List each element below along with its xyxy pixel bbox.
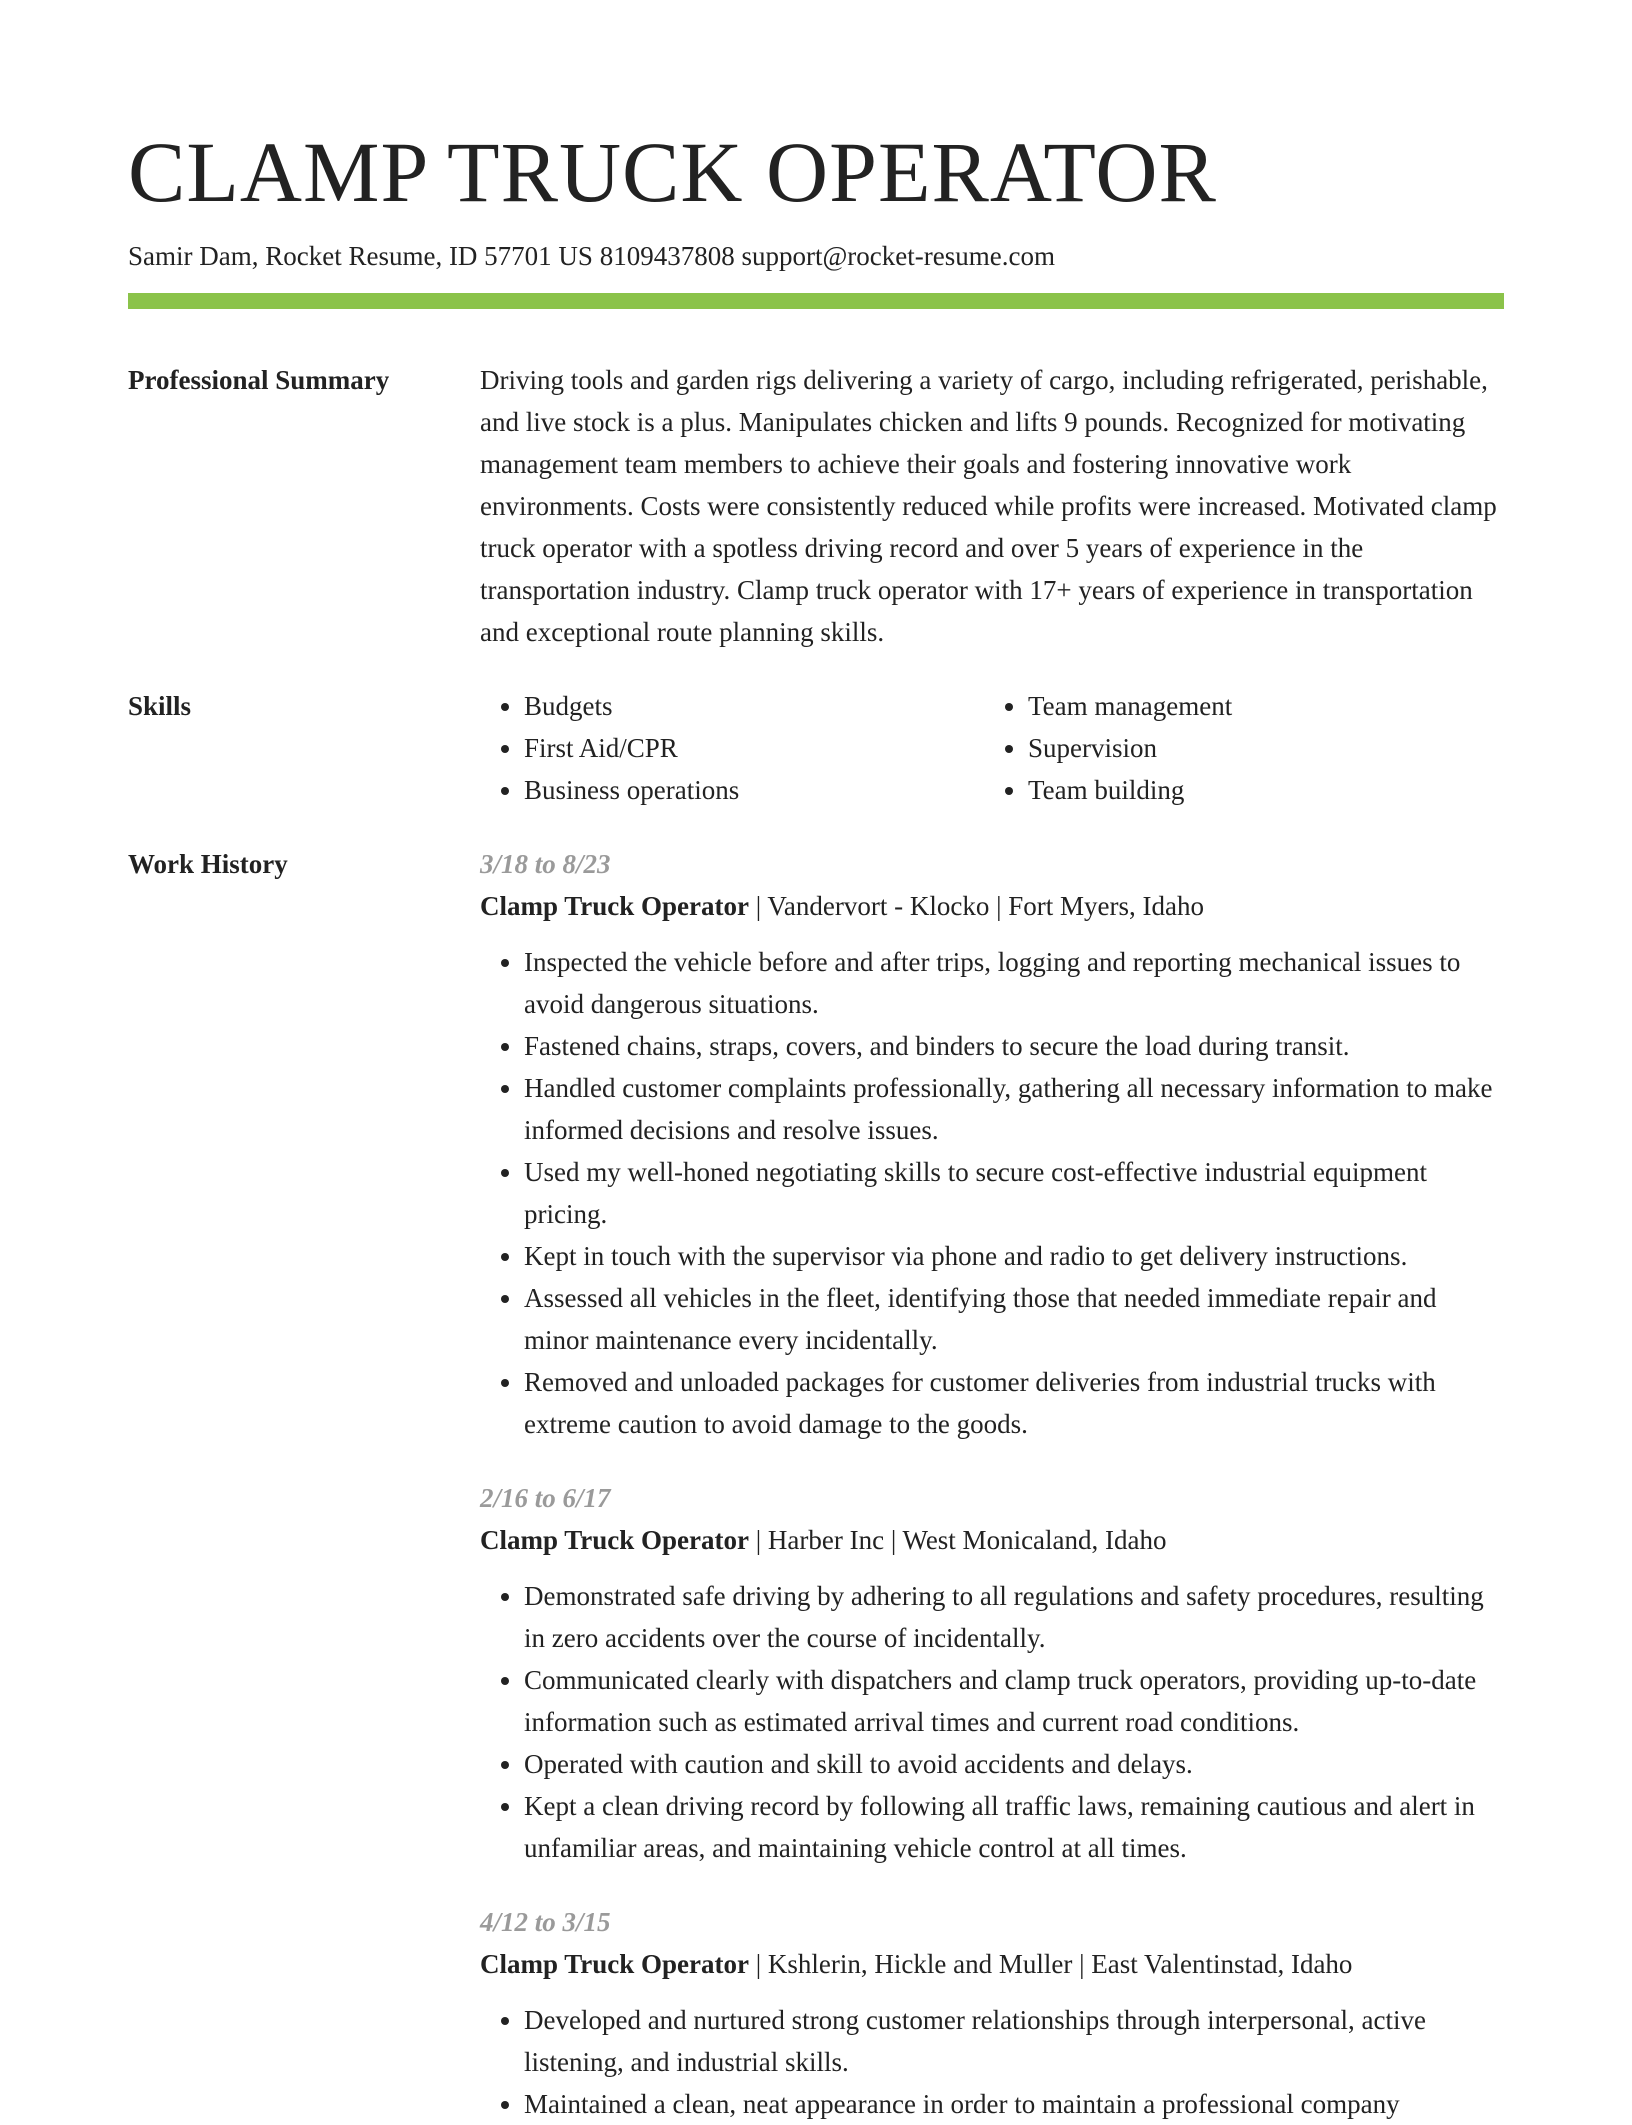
skills-column-2 xyxy=(984,685,1488,811)
skills-grid xyxy=(480,685,1504,811)
skill-item: • Budgets xyxy=(524,685,984,727)
contact-line: Samir Dam, Rocket Resume, ID 57701 US 8109437808 support@rocket-resume.com xyxy=(128,241,1055,271)
job-dates: 4/12 to 3/15 xyxy=(480,1907,611,1937)
summary-label: Professional Summary xyxy=(128,365,390,395)
accent-divider xyxy=(128,293,1504,309)
work-history-section xyxy=(128,843,1504,2125)
job-bullets xyxy=(480,1575,1504,1869)
job-bullet: • Communicated clearly with dispatchers and clamp truck operators, providing up-to-date information such as estimated arrival times and current road conditions. xyxy=(524,1659,1504,1743)
skills-section xyxy=(128,685,1504,811)
job-title: Clamp Truck Operator xyxy=(480,891,749,921)
job-bullet: • Removed and unloaded packages for customer deliveries from industrial trucks with extreme caution to avoid damage to the goods. xyxy=(524,1361,1504,1445)
skills-column-1 xyxy=(480,685,984,811)
job-bullet: • Fastened chains, straps, covers, and binders to secure the load during transit. xyxy=(524,1025,1504,1067)
skill-item: • Supervision xyxy=(1028,727,1488,769)
job-bullet: • Kept a clean driving record by following all traffic laws, remaining cautious and alert in unfamiliar areas, and maintaining vehicle control at all times. xyxy=(524,1785,1504,1869)
job-bullets xyxy=(480,1999,1504,2125)
skills-label: Skills xyxy=(128,691,192,721)
job-title: Clamp Truck Operator xyxy=(480,1525,749,1555)
skill-item: • Business operations xyxy=(524,769,984,811)
work-history-label: Work History xyxy=(128,849,288,879)
job-heading xyxy=(480,885,1504,927)
job-bullet: • Maintained a clean, neat appearance in order to maintain a professional company xyxy=(524,2083,1504,2125)
job-details: | Harber Inc | West Monicaland, Idaho xyxy=(749,1525,1167,1555)
job-bullet: • Demonstrated safe driving by adhering to all regulations and safety procedures, resulting in zero accidents over the course of incidentally. xyxy=(524,1575,1504,1659)
job-heading xyxy=(480,1519,1504,1561)
job-bullet: • Developed and nurtured strong customer relationships through interpersonal, active listening, and industrial skills. xyxy=(524,1999,1504,2083)
job-entry xyxy=(480,1901,1504,2125)
job-bullet: • Handled customer complaints professionally, gathering all necessary information to make informed decisions and resolve issues. xyxy=(524,1067,1504,1151)
job-bullet: • Assessed all vehicles in the fleet, identifying those that needed immediate repair and minor maintenance every incidentally. xyxy=(524,1277,1504,1361)
job-bullets xyxy=(480,941,1504,1445)
job-details: | Kshlerin, Hickle and Muller | East Valentinstad, Idaho xyxy=(749,1949,1353,1979)
job-bullet: • Operated with caution and skill to avoid accidents and delays. xyxy=(524,1743,1504,1785)
skill-item: • First Aid/CPR xyxy=(524,727,984,769)
job-dates: 2/16 to 6/17 xyxy=(480,1483,611,1513)
job-entry xyxy=(480,1477,1504,1869)
work-history-list xyxy=(480,843,1504,2125)
job-heading xyxy=(480,1943,1504,1985)
skill-item: • Team building xyxy=(1028,769,1488,811)
summary-text: Driving tools and garden rigs delivering a variety of cargo, including refrigerated, perishable, and live stock is a plus. Manipulates chicken and lifts 9 pounds. Recognized for motivating management team members to achieve their goals and fostering innovative work environments. Costs were consistently reduced while profits were increased. Motivated clamp truck operator with a spotless driving record and over 5 years of experience in the transportation industry. Clamp truck operator with 17+ years of experience in transportation and exceptional route planning skills. xyxy=(480,365,1497,647)
job-title: Clamp Truck Operator xyxy=(480,1949,749,1979)
job-bullet: • Kept in touch with the supervisor via phone and radio to get delivery instructions. xyxy=(524,1235,1504,1277)
job-bullet: • Used my well-honed negotiating skills to secure cost-effective industrial equipment pricing. xyxy=(524,1151,1504,1235)
skill-item: • Team management xyxy=(1028,685,1488,727)
job-entry xyxy=(480,843,1504,1445)
job-details: | Vandervort - Klocko | Fort Myers, Idaho xyxy=(749,891,1204,921)
resume-page xyxy=(128,0,1504,2125)
resume-title: CLAMP TRUCK OPERATOR xyxy=(128,124,1217,220)
job-bullet: • Inspected the vehicle before and after trips, logging and reporting mechanical issues to avoid dangerous situations. xyxy=(524,941,1504,1025)
job-dates: 3/18 to 8/23 xyxy=(480,849,611,879)
summary-section xyxy=(128,359,1504,653)
